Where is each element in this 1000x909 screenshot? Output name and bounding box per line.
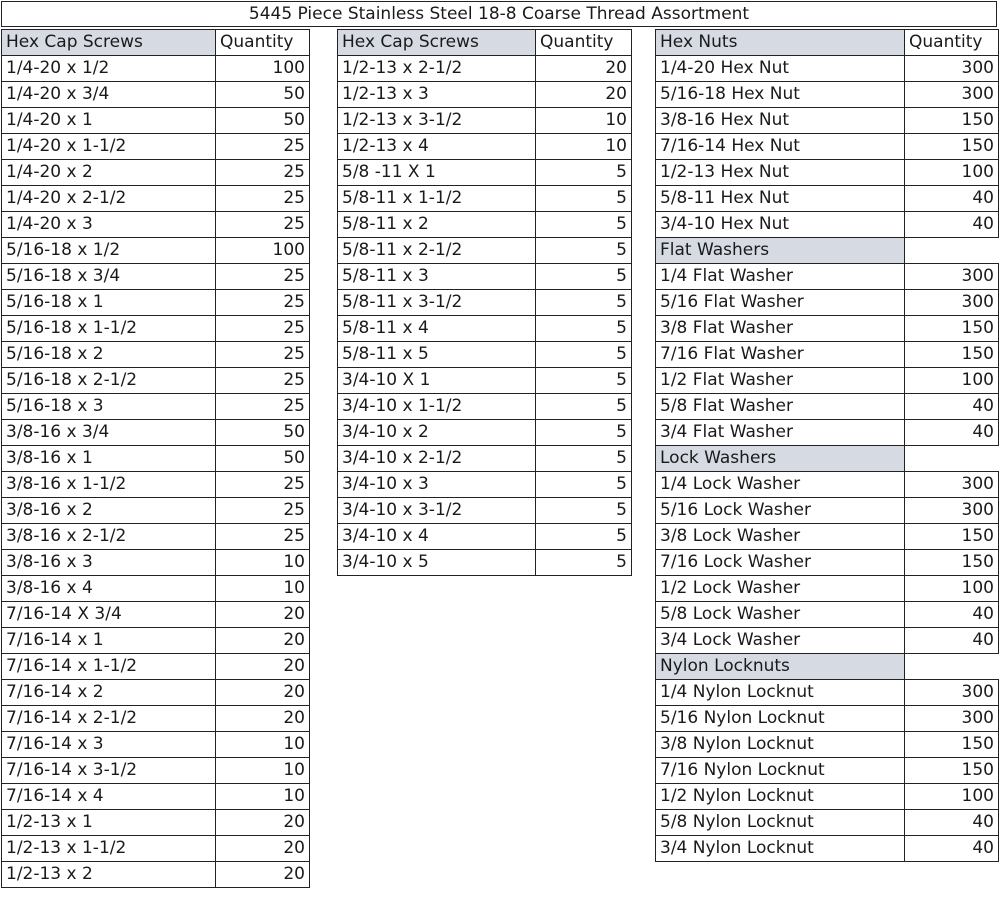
item-cell: 3/4-10 x 3 — [338, 472, 536, 498]
quantity-cell: 100 — [216, 56, 310, 82]
item-cell: 1/4-20 x 2-1/2 — [2, 186, 216, 212]
quantity-cell: 40 — [905, 186, 999, 212]
item-cell: 5/8-11 x 3 — [338, 264, 536, 290]
item-cell: 3/8-16 x 4 — [2, 576, 216, 602]
quantity-cell: 25 — [216, 498, 310, 524]
quantity-header: Quantity — [536, 30, 632, 56]
table-row — [656, 342, 999, 368]
table-row — [338, 420, 632, 446]
table-row — [338, 316, 632, 342]
item-cell: 3/8-16 x 1 — [2, 446, 216, 472]
table-row — [2, 680, 310, 706]
quantity-cell: 20 — [216, 602, 310, 628]
item-cell: 3/8-16 x 2 — [2, 498, 216, 524]
quantity-cell: 25 — [216, 524, 310, 550]
item-cell: 1/4-20 x 2 — [2, 160, 216, 186]
quantity-cell: 150 — [905, 758, 999, 784]
quantity-cell: 40 — [905, 602, 999, 628]
table-row — [2, 264, 310, 290]
item-cell: 1/4-20 x 3/4 — [2, 82, 216, 108]
item-cell: 5/16 Lock Washer — [656, 498, 905, 524]
quantity-cell: 25 — [216, 394, 310, 420]
quantity-cell: 10 — [536, 134, 632, 160]
table-row — [2, 394, 310, 420]
table-row — [656, 394, 999, 420]
header-row — [656, 30, 999, 56]
item-cell: 5/8-11 x 2 — [338, 212, 536, 238]
item-cell: 3/4-10 x 1-1/2 — [338, 394, 536, 420]
table-row — [2, 576, 310, 602]
table-row — [2, 238, 310, 264]
table-row — [656, 186, 999, 212]
quantity-cell: 300 — [905, 264, 999, 290]
item-cell: 5/16-18 x 1 — [2, 290, 216, 316]
table-row — [2, 602, 310, 628]
table-row — [656, 784, 999, 810]
quantity-cell: 25 — [216, 212, 310, 238]
table-row — [656, 290, 999, 316]
item-cell: 7/16 Nylon Locknut — [656, 758, 905, 784]
table-row — [338, 212, 632, 238]
quantity-cell: 5 — [536, 446, 632, 472]
quantity-cell: 40 — [905, 836, 999, 862]
quantity-cell: 25 — [216, 264, 310, 290]
table-row — [2, 186, 310, 212]
item-cell: 3/4-10 Hex Nut — [656, 212, 905, 238]
quantity-cell: 5 — [536, 368, 632, 394]
item-cell: 5/8-11 x 3-1/2 — [338, 290, 536, 316]
page-title: 5445 Piece Stainless Steel 18-8 Coarse Thread Assortment — [1, 1, 997, 27]
item-cell: 3/8-16 x 3 — [2, 550, 216, 576]
item-cell: 1/2-13 x 1 — [2, 810, 216, 836]
quantity-cell: 300 — [905, 680, 999, 706]
quantity-cell: 300 — [905, 56, 999, 82]
quantity-cell: 25 — [216, 472, 310, 498]
item-cell: 1/2 Lock Washer — [656, 576, 905, 602]
quantity-cell: 100 — [216, 238, 310, 264]
quantity-cell: 5 — [536, 186, 632, 212]
section-header: Lock Washers — [656, 446, 905, 472]
item-cell: 1/4-20 x 1/2 — [2, 56, 216, 82]
item-cell: 7/16-14 x 2 — [2, 680, 216, 706]
quantity-cell: 25 — [216, 160, 310, 186]
item-cell: 7/16-14 Hex Nut — [656, 134, 905, 160]
quantity-header: Quantity — [905, 30, 999, 56]
item-cell: 5/8-11 x 1-1/2 — [338, 186, 536, 212]
item-cell: 3/8-16 x 1-1/2 — [2, 472, 216, 498]
table-row — [656, 316, 999, 342]
item-cell: 7/16-14 x 1 — [2, 628, 216, 654]
table-row — [2, 498, 310, 524]
header-row — [656, 238, 999, 264]
item-cell: 1/2 Flat Washer — [656, 368, 905, 394]
header-row — [2, 30, 310, 56]
item-cell: 1/2-13 x 3-1/2 — [338, 108, 536, 134]
item-cell: 5/8-11 x 5 — [338, 342, 536, 368]
item-cell: 3/4-10 x 5 — [338, 550, 536, 576]
table-row — [656, 472, 999, 498]
quantity-cell: 300 — [905, 290, 999, 316]
quantity-cell: 5 — [536, 472, 632, 498]
quantity-cell: 100 — [905, 368, 999, 394]
quantity-cell: 20 — [216, 628, 310, 654]
item-cell: 3/4-10 X 1 — [338, 368, 536, 394]
table-row — [656, 212, 999, 238]
quantity-cell: 20 — [536, 56, 632, 82]
table-row — [2, 628, 310, 654]
table-row — [2, 758, 310, 784]
quantity-cell: 150 — [905, 732, 999, 758]
table-row — [656, 836, 999, 862]
item-cell: 1/2-13 x 2-1/2 — [338, 56, 536, 82]
table-row — [2, 862, 310, 888]
quantity-cell: 25 — [216, 186, 310, 212]
quantity-cell: 150 — [905, 108, 999, 134]
item-cell: 5/16-18 x 3 — [2, 394, 216, 420]
table-row — [2, 108, 310, 134]
quantity-cell: 150 — [905, 134, 999, 160]
item-cell: 3/4-10 x 2-1/2 — [338, 446, 536, 472]
item-cell: 1/2-13 x 1-1/2 — [2, 836, 216, 862]
quantity-cell: 20 — [216, 862, 310, 888]
table-row — [2, 82, 310, 108]
section-header: Hex Cap Screws — [2, 30, 216, 56]
quantity-cell: 100 — [905, 160, 999, 186]
item-cell: 1/4 Flat Washer — [656, 264, 905, 290]
item-cell: 3/8-16 x 3/4 — [2, 420, 216, 446]
table-row — [338, 550, 632, 576]
quantity-cell: 150 — [905, 524, 999, 550]
quantity-cell: 40 — [905, 628, 999, 654]
table-row — [656, 420, 999, 446]
item-cell: 5/8 Nylon Locknut — [656, 810, 905, 836]
table-row — [656, 368, 999, 394]
item-cell: 5/8-11 x 4 — [338, 316, 536, 342]
table-row — [2, 420, 310, 446]
item-cell: 1/2 Nylon Locknut — [656, 784, 905, 810]
item-cell: 7/16 Flat Washer — [656, 342, 905, 368]
table-row — [656, 108, 999, 134]
table-row — [2, 212, 310, 238]
quantity-cell: 100 — [905, 784, 999, 810]
empty-cell — [905, 654, 999, 680]
section-header: Flat Washers — [656, 238, 905, 264]
table-row — [656, 82, 999, 108]
table-row — [2, 784, 310, 810]
item-cell: 3/4-10 x 3-1/2 — [338, 498, 536, 524]
quantity-cell: 25 — [216, 290, 310, 316]
quantity-cell: 5 — [536, 420, 632, 446]
quantity-cell: 20 — [216, 680, 310, 706]
item-cell: 5/16 Flat Washer — [656, 290, 905, 316]
table-row — [2, 368, 310, 394]
item-cell: 3/4 Lock Washer — [656, 628, 905, 654]
item-cell: 5/16-18 x 1/2 — [2, 238, 216, 264]
item-cell: 1/2-13 x 3 — [338, 82, 536, 108]
table-row — [2, 654, 310, 680]
item-cell: 5/8 Flat Washer — [656, 394, 905, 420]
quantity-cell: 5 — [536, 290, 632, 316]
item-cell: 7/16-14 X 3/4 — [2, 602, 216, 628]
table-row — [2, 524, 310, 550]
quantity-cell: 50 — [216, 82, 310, 108]
table-row — [656, 706, 999, 732]
quantity-header: Quantity — [216, 30, 310, 56]
item-cell: 7/16-14 x 3-1/2 — [2, 758, 216, 784]
table-row — [2, 836, 310, 862]
quantity-cell: 10 — [216, 758, 310, 784]
quantity-cell: 5 — [536, 212, 632, 238]
item-cell: 3/8-16 Hex Nut — [656, 108, 905, 134]
quantity-cell: 5 — [536, 524, 632, 550]
item-cell: 7/16 Lock Washer — [656, 550, 905, 576]
quantity-cell: 10 — [216, 732, 310, 758]
item-cell: 1/4-20 x 1-1/2 — [2, 134, 216, 160]
quantity-cell: 20 — [536, 82, 632, 108]
table-row — [656, 56, 999, 82]
section-header: Hex Nuts — [656, 30, 905, 56]
nuts-washers-table — [655, 29, 999, 862]
item-cell: 5/16-18 Hex Nut — [656, 82, 905, 108]
table-row — [338, 108, 632, 134]
quantity-cell: 25 — [216, 316, 310, 342]
table-row — [2, 732, 310, 758]
quantity-cell: 50 — [216, 446, 310, 472]
table-row — [338, 498, 632, 524]
item-cell: 5/16-18 x 2-1/2 — [2, 368, 216, 394]
quantity-cell: 40 — [905, 394, 999, 420]
item-cell: 5/16-18 x 2 — [2, 342, 216, 368]
quantity-cell: 150 — [905, 342, 999, 368]
table-row — [338, 446, 632, 472]
quantity-cell: 40 — [905, 212, 999, 238]
item-cell: 3/8 Flat Washer — [656, 316, 905, 342]
item-cell: 5/16 Nylon Locknut — [656, 706, 905, 732]
item-cell: 1/2-13 Hex Nut — [656, 160, 905, 186]
quantity-cell: 50 — [216, 108, 310, 134]
quantity-cell: 300 — [905, 498, 999, 524]
quantity-cell: 5 — [536, 342, 632, 368]
quantity-cell: 20 — [216, 706, 310, 732]
header-row — [656, 446, 999, 472]
empty-cell — [905, 238, 999, 264]
item-cell: 5/8 Lock Washer — [656, 602, 905, 628]
table-row — [2, 290, 310, 316]
quantity-cell: 10 — [536, 108, 632, 134]
quantity-cell: 100 — [905, 576, 999, 602]
table-row — [656, 550, 999, 576]
quantity-cell: 300 — [905, 82, 999, 108]
table-row — [656, 680, 999, 706]
item-cell: 1/2-13 x 4 — [338, 134, 536, 160]
table-row — [2, 316, 310, 342]
table-row — [338, 290, 632, 316]
table-row — [338, 368, 632, 394]
table-row — [338, 524, 632, 550]
quantity-cell: 40 — [905, 420, 999, 446]
hex-cap-screws-table-2 — [337, 29, 632, 576]
item-cell: 5/8-11 Hex Nut — [656, 186, 905, 212]
item-cell: 3/8-16 x 2-1/2 — [2, 524, 216, 550]
section-header: Hex Cap Screws — [338, 30, 536, 56]
table-row — [656, 160, 999, 186]
table-row — [656, 602, 999, 628]
item-cell: 5/8 -11 X 1 — [338, 160, 536, 186]
quantity-cell: 25 — [216, 368, 310, 394]
item-cell: 1/4 Nylon Locknut — [656, 680, 905, 706]
table-row — [338, 56, 632, 82]
item-cell: 1/4-20 x 3 — [2, 212, 216, 238]
quantity-cell: 300 — [905, 706, 999, 732]
quantity-cell: 150 — [905, 550, 999, 576]
table-row — [656, 134, 999, 160]
header-row — [656, 654, 999, 680]
quantity-cell: 5 — [536, 498, 632, 524]
item-cell: 3/4 Nylon Locknut — [656, 836, 905, 862]
table-row — [2, 446, 310, 472]
quantity-cell: 10 — [216, 576, 310, 602]
item-cell: 3/4 Flat Washer — [656, 420, 905, 446]
quantity-cell: 300 — [905, 472, 999, 498]
quantity-cell: 5 — [536, 238, 632, 264]
table-row — [2, 810, 310, 836]
table-row — [656, 524, 999, 550]
section-header: Nylon Locknuts — [656, 654, 905, 680]
quantity-cell: 150 — [905, 316, 999, 342]
item-cell: 3/4-10 x 2 — [338, 420, 536, 446]
item-cell: 1/4-20 x 1 — [2, 108, 216, 134]
table-row — [338, 186, 632, 212]
item-cell: 1/2-13 x 2 — [2, 862, 216, 888]
table-row — [656, 810, 999, 836]
item-cell: 1/4 Lock Washer — [656, 472, 905, 498]
table-row — [338, 472, 632, 498]
quantity-cell: 5 — [536, 316, 632, 342]
hex-cap-screws-table-1 — [1, 29, 310, 888]
item-cell: 3/8 Lock Washer — [656, 524, 905, 550]
item-cell: 7/16-14 x 1-1/2 — [2, 654, 216, 680]
quantity-cell: 5 — [536, 394, 632, 420]
quantity-cell: 20 — [216, 810, 310, 836]
item-cell: 3/8 Nylon Locknut — [656, 732, 905, 758]
quantity-cell: 50 — [216, 420, 310, 446]
table-row — [338, 394, 632, 420]
item-cell: 7/16-14 x 3 — [2, 732, 216, 758]
item-cell: 5/8-11 x 2-1/2 — [338, 238, 536, 264]
table-row — [2, 550, 310, 576]
table-row — [338, 342, 632, 368]
quantity-cell: 40 — [905, 810, 999, 836]
table-row — [338, 82, 632, 108]
table-row — [2, 342, 310, 368]
item-cell: 3/4-10 x 4 — [338, 524, 536, 550]
quantity-cell: 5 — [536, 550, 632, 576]
table-row — [338, 160, 632, 186]
quantity-cell: 25 — [216, 342, 310, 368]
item-cell: 7/16-14 x 4 — [2, 784, 216, 810]
table-row — [338, 134, 632, 160]
table-row — [338, 264, 632, 290]
item-cell: 1/4-20 Hex Nut — [656, 56, 905, 82]
empty-cell — [905, 446, 999, 472]
table-row — [656, 498, 999, 524]
item-cell: 7/16-14 x 2-1/2 — [2, 706, 216, 732]
quantity-cell: 5 — [536, 160, 632, 186]
table-row — [656, 758, 999, 784]
table-row — [656, 576, 999, 602]
table-row — [2, 160, 310, 186]
header-row — [338, 30, 632, 56]
item-cell: 5/16-18 x 1-1/2 — [2, 316, 216, 342]
table-row — [656, 264, 999, 290]
table-row — [2, 472, 310, 498]
quantity-cell: 20 — [216, 654, 310, 680]
table-row — [2, 56, 310, 82]
table-row — [338, 238, 632, 264]
table-row — [2, 134, 310, 160]
table-row — [656, 732, 999, 758]
quantity-cell: 10 — [216, 550, 310, 576]
table-row — [2, 706, 310, 732]
quantity-cell: 5 — [536, 264, 632, 290]
quantity-cell: 10 — [216, 784, 310, 810]
quantity-cell: 20 — [216, 836, 310, 862]
quantity-cell: 25 — [216, 134, 310, 160]
item-cell: 5/16-18 x 3/4 — [2, 264, 216, 290]
table-row — [656, 628, 999, 654]
